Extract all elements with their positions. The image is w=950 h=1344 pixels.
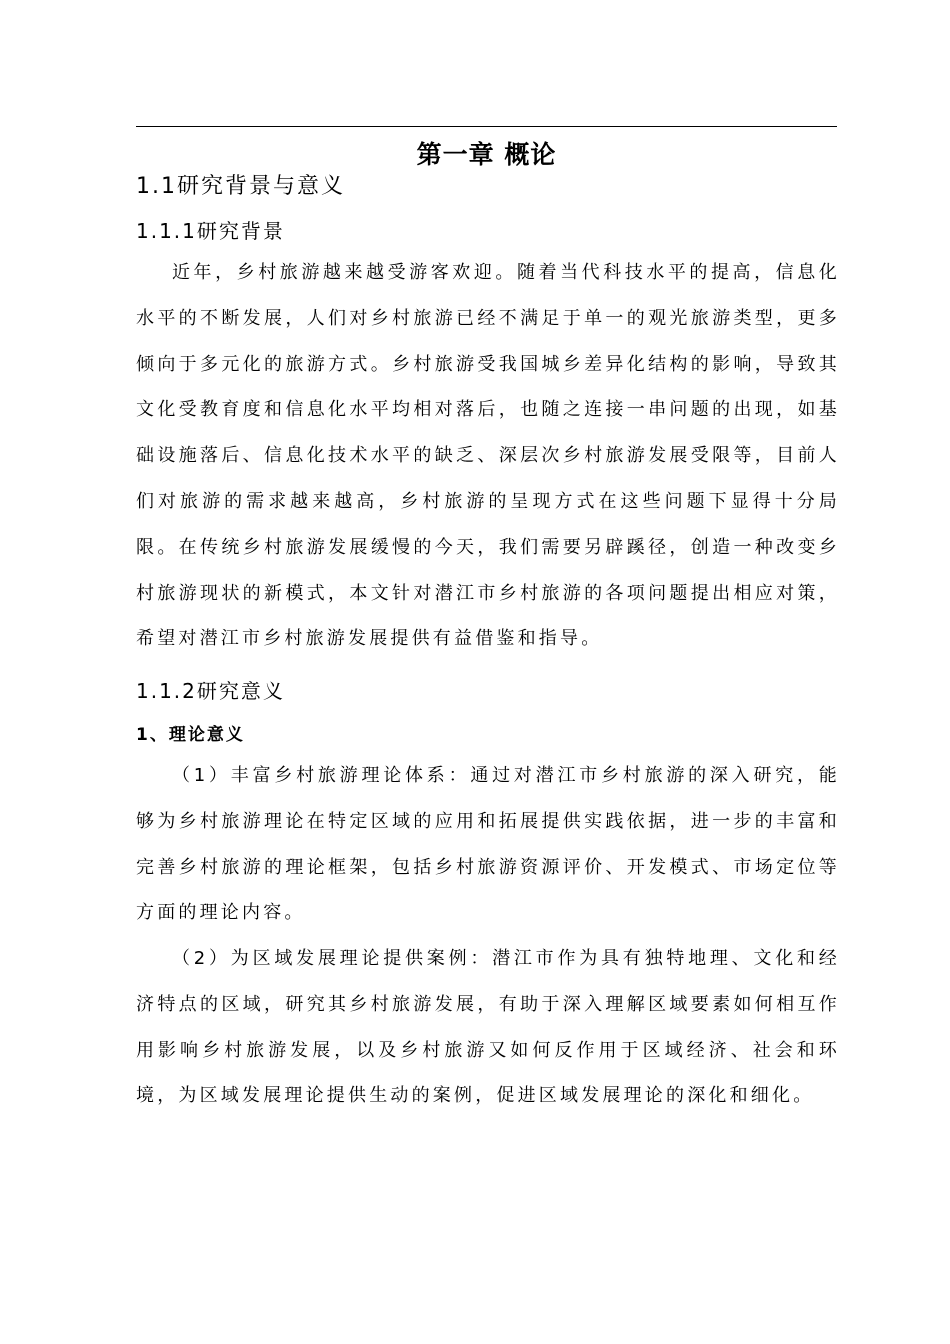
chapter-title: 第一章 概论 bbox=[416, 140, 557, 169]
section-heading-1-1-2: 1.1.2研究意义 bbox=[136, 679, 285, 703]
subheading-theory-significance: 1、理论意义 bbox=[136, 725, 245, 745]
theory-point-1: （1）丰富乡村旅游理论体系：通过对潜江市乡村旅游的深入研究，能够为乡村旅游理论在特定区域的应用和拓展提供实践依据，进一步的丰富和完善乡村旅游的理论框架，包括乡村旅游资源评价、开发模式、市场定位等方面的理论内容。 bbox=[136, 765, 840, 924]
theory-point-2: （2）为区域发展理论提供案例：潜江市作为具有独特地理、文化和经济特点的区域，研究其乡村旅游发展，有助于深入理解区域要素如何相互作用影响乡村旅游发展，以及乡村旅游又如何反作用于区域经济、社会和环境，为区域发展理论提供生动的案例，促进区域发展理论的深化和细化。 bbox=[136, 948, 840, 1107]
header-rule bbox=[136, 126, 837, 127]
section-heading-1-1-1: 1.1.1研究背景 bbox=[136, 219, 285, 243]
background-paragraph: 近年，乡村旅游越来越受游客欢迎。随着当代科技水平的提高，信息化水平的不断发展，人们对乡村旅游已经不满足于单一的观光旅游类型，更多倾向于多元化的旅游方式。乡村旅游受我国城乡差异化结构的影响，导致其文化受教育度和信息化水平均相对落后，也随之连接一串问题的出现，如基础设施落后、信息化技术水平的缺乏、深层次乡村旅游发展受限等，目前人们对旅游的需求越来越高，乡村旅游的呈现方式在这些问题下显得十分局限。在传统乡村旅游发展缓慢的今天，我们需要另辟蹊径，创造一种改变乡村旅游现状的新模式，本文针对潜江市乡村旅游的各项问题提出相应对策，希望对潜江市乡村旅游发展提供有益借鉴和指导。 bbox=[136, 262, 840, 650]
section-heading-1-1: 1.1研究背景与意义 bbox=[136, 174, 345, 199]
